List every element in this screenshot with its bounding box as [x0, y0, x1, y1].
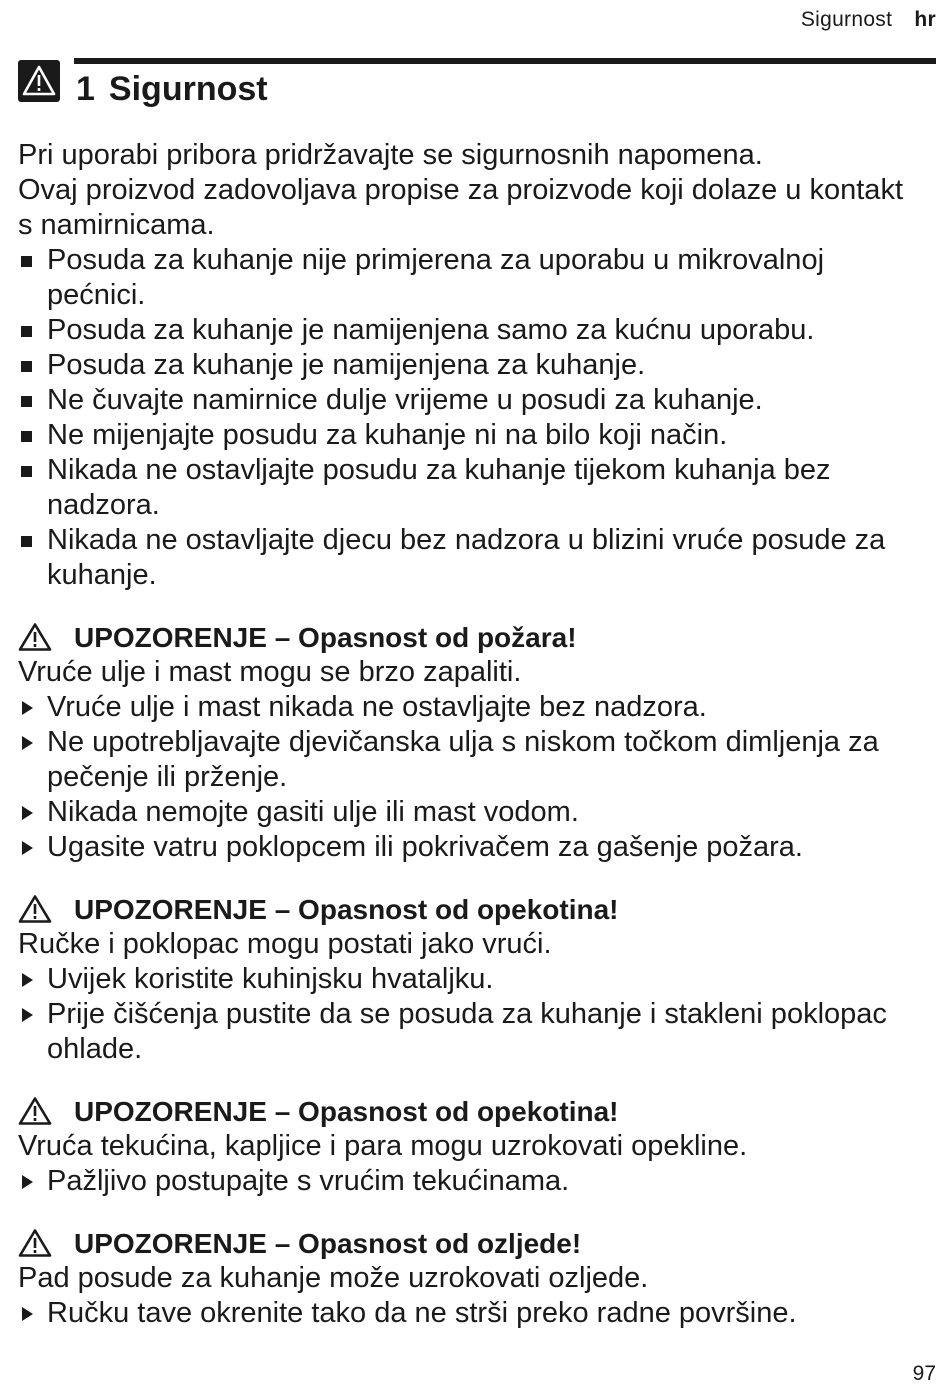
intro: [18, 138, 918, 243]
list-item: [18, 313, 918, 348]
list-item: [18, 243, 918, 313]
action-item: [18, 795, 918, 830]
language-code: hr: [914, 8, 936, 31]
page-number: 97: [912, 1362, 936, 1385]
action-item: [18, 1296, 918, 1331]
section-number: 1: [76, 70, 95, 108]
section-title: Sigurnost: [108, 70, 268, 108]
page-title: [76, 70, 268, 109]
list-item-text: Ne čuvajte namirnice dulje vrijeme u posudi za kuhanje.: [47, 384, 763, 416]
action-item: [18, 997, 918, 1067]
bullet-square-icon: [21, 256, 32, 267]
action-item-text: Pažljivo postupajte s vrućim tekućinama.: [47, 1165, 570, 1197]
warning-heading: [18, 1225, 918, 1261]
warning-heading-text: UPOZORENJE – Opasnost od požara!: [74, 621, 577, 653]
warning-actions: [18, 1296, 918, 1331]
warning-text: Vruća tekućina, kapljice i para mogu uzrokovati opekline.: [18, 1130, 748, 1162]
action-item-text: Nikada nemojte gasiti ulje ili mast vodom.: [47, 796, 579, 828]
list-item: [18, 453, 918, 523]
header-rule: [74, 58, 936, 64]
warning-heading-text: UPOZORENJE – Opasnost od ozljede!: [74, 1227, 582, 1259]
warning-fire: [18, 619, 918, 865]
bullet-square-icon: [21, 361, 32, 372]
list-item-text: Nikada ne ostavljajte djecu bez nadzora u blizini vruće posude za kuhanje.: [47, 524, 886, 591]
warning-triangle-icon: [18, 60, 60, 102]
action-item: [18, 725, 918, 795]
warning-burns-liquids: [18, 1093, 918, 1199]
action-arrow-icon: [22, 841, 33, 855]
list-item: [18, 523, 918, 593]
action-item-text: Ručku tave okrenite tako da ne strši preko radne površine.: [47, 1297, 797, 1329]
list-item-text: Posuda za kuhanje je namijenjena za kuhanje.: [47, 349, 646, 381]
warning-heading: [18, 1093, 918, 1129]
safety-list: [18, 243, 918, 593]
bullet-square-icon: [21, 536, 32, 547]
intro-paragraph: Pri uporabi pribora pridržavajte se sigurnosnih napomena.: [18, 139, 763, 171]
list-item: [18, 418, 918, 453]
warning-actions: [18, 690, 918, 865]
action-arrow-icon: [22, 1008, 33, 1022]
warning-burns-handles: [18, 891, 918, 1067]
action-arrow-icon: [22, 806, 33, 820]
action-item: [18, 1164, 918, 1199]
action-item: [18, 690, 918, 725]
warning-text: Pad posude za kuhanje može uzrokovati ozljede.: [18, 1262, 649, 1294]
action-arrow-icon: [22, 736, 33, 750]
action-item: [18, 962, 918, 997]
intro-paragraph: Ovaj proizvod zadovoljava propise za proizvode koji dolaze u kontakt s namirnicama.: [18, 174, 903, 241]
running-header-section: Sigurnost: [800, 8, 893, 31]
action-item-text: Prije čišćenja pustite da se posuda za kuhanje i stakleni poklopac ohlade.: [47, 998, 887, 1065]
warning-heading: [18, 891, 918, 927]
action-arrow-icon: [22, 973, 33, 987]
list-item: [18, 383, 918, 418]
action-arrow-icon: [22, 1175, 33, 1189]
bullet-square-icon: [21, 396, 32, 407]
action-item-text: Vruće ulje i mast nikada ne ostavljajte bez nadzora.: [47, 691, 707, 723]
running-header: [801, 8, 936, 32]
bullet-square-icon: [21, 431, 32, 442]
content: [18, 138, 918, 1331]
list-item-text: Posuda za kuhanje je namijenjena samo za kućnu uporabu.: [47, 314, 815, 346]
action-arrow-icon: [22, 1307, 33, 1321]
list-item-text: Posuda za kuhanje nije primjerena za uporabu u mikrovalnoj pećnici.: [47, 244, 825, 311]
list-item: [18, 348, 918, 383]
warning-text: Vruće ulje i mast mogu se brzo zapaliti.: [18, 656, 522, 688]
action-arrow-icon: [22, 701, 33, 715]
warning-triangle-icon: [18, 894, 52, 924]
warning-triangle-icon: [18, 622, 52, 652]
warning-actions: [18, 962, 918, 1067]
action-item-text: Ugasite vatru poklopcem ili pokrivačem za gašenje požara.: [47, 831, 803, 863]
warning-text: Ručke i poklopac mogu postati jako vrući.: [18, 928, 552, 960]
warning-injury: [18, 1225, 918, 1331]
list-item-text: Nikada ne ostavljajte posudu za kuhanje tijekom kuhanja bez nadzora.: [47, 454, 831, 521]
warning-triangle-icon: [18, 1228, 52, 1258]
warning-heading: [18, 619, 918, 655]
warning-actions: [18, 1164, 918, 1199]
warning-heading-text: UPOZORENJE – Opasnost od opekotina!: [74, 893, 619, 925]
warning-heading-text: UPOZORENJE – Opasnost od opekotina!: [74, 1095, 619, 1127]
list-item-text: Ne mijenjajte posudu za kuhanje ni na bilo koji način.: [47, 419, 728, 451]
action-item-text: Ne upotrebljavajte djevičanska ulja s niskom točkom dimljenja za pečenje ili prženje.: [47, 726, 879, 793]
warning-triangle-icon: [18, 1096, 52, 1126]
action-item: [18, 830, 918, 865]
action-item-text: Uvijek koristite kuhinjsku hvataljku.: [47, 963, 494, 995]
bullet-square-icon: [21, 326, 32, 337]
bullet-square-icon: [21, 466, 32, 477]
